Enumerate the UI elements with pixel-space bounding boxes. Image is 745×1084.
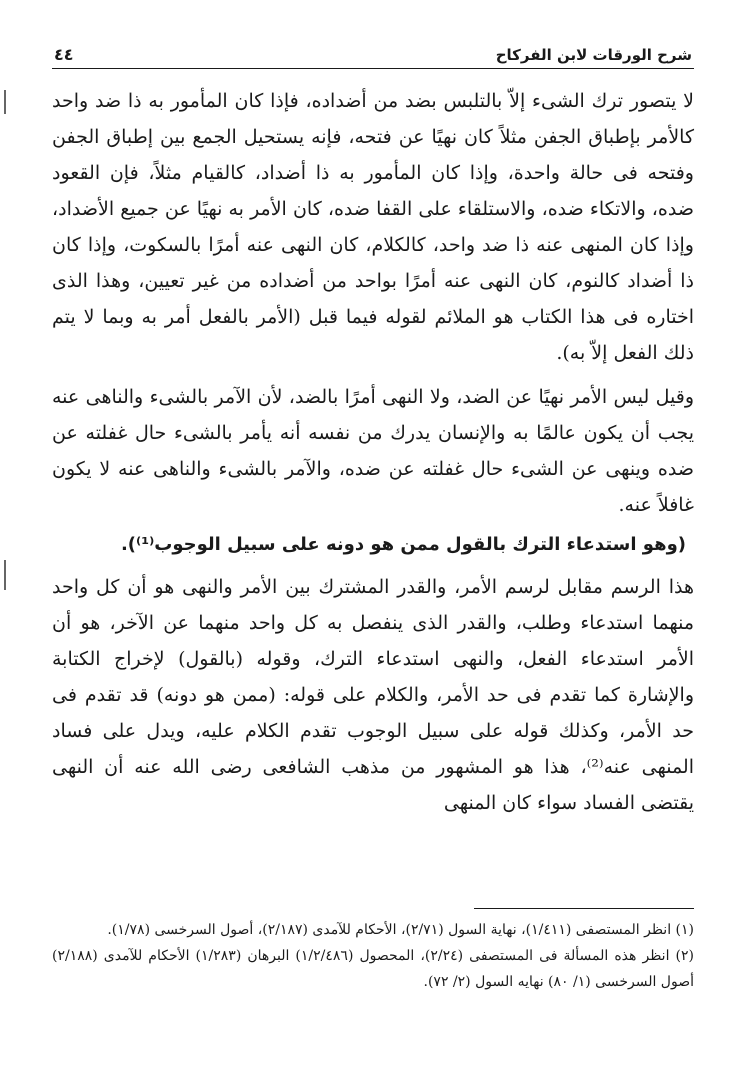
book-title: شرح الورقات لابن الفركاح xyxy=(495,46,692,64)
page-edge-mark xyxy=(4,560,6,590)
page-edge-mark xyxy=(4,90,6,114)
page-number: ٤٤ xyxy=(54,45,74,64)
footnote: (١) انظر المستصفى (١/٤١١)، نهاية السول (٢/٧١)، الأحكام للآمدى (٢/١٨٧)، أصول السرخسى (١/٧٨). xyxy=(107,922,694,938)
page-body xyxy=(52,83,694,821)
footnotes xyxy=(52,908,694,995)
paragraph: هذا الرسم مقابل لرسم الأمر، والقدر المشترك بين الأمر والنهى هو أن كل واحد منهما استدعاء وطلب، والقدر الذى ينفصل به كل واحد منهما عن الآخر، هو أن الأمر استدعاء الفعل، والنهى استدعاء الترك، وقوله (بالقول) لإخراج الكتابة والإشارة كما تقدم فى حد الأمر، والكلام على قوله: (ممن هو دونه) قد تقدم فى حد الأمر، وكذلك قوله على سبيل الوجوب تقدم الكلام عليه، ويدل على فساد المنهى عنه⁽²⁾، هذا هو المشهور من مذهب الشافعى رضى الله عنه أن النهى يقتضى الفساد سواء كان المنهى xyxy=(52,576,694,814)
footnote-divider xyxy=(474,908,694,909)
footnote: (٢) انظر هذه المسألة فى المستصفى (٢/٢٤)، المحصول (١/٢/٤٨٦) البرهان (١/٢٨٣) الأحكام للآمدى (٢/١٨٨) أصول السرخسى (١/ ٨٠) نهايه السول (٢/ ٧٢). xyxy=(52,948,694,990)
book-page xyxy=(52,38,694,1068)
section-heading: (وهو استدعاء الترك بالقول ممن هو دونه على سبيل الوجوب⁽¹⁾). xyxy=(120,534,686,555)
paragraph: وقيل ليس الأمر نهيًا عن الضد، ولا النهى أمرًا بالضد، لأن الآمر بالشىء والناهى عنه يجب أن يكون عالمًا به والإنسان يدرك من نفسه أنه يأمر بالشىء حال غفلته عن ضده وينهى عن الشىء حال غفلته عن ضده، والآمر بالشىء والناهى عنه لا يكون غافلاً عنه. xyxy=(52,386,694,516)
paragraph: لا يتصور ترك الشىء إلاّ بالتلبس بضد من أضداده، فإذا كان المأمور به ذا ضد واحد كالأمر بإطباق الجفن مثلاً كان نهيًا عن فتحه، فإنه يستحيل الجمع بين إطباق الجفن وفتحه فى حالة واحدة، وإذا كان المأمور به ذا أضداد، كالقيام مثلاً، فإن القعود ضده، والاتكاء ضده، والاستلقاء على القفا ضده، كان الأمر به نهيًا عن جميع الأضداد، وإذا كان المنهى عنه ذا ضد واحد، كالكلام، كان النهى عنه أمرًا بالسكوت، وإذا كان ذا أضداد كالنوم، كان النهى عنه أمرًا بواحد من أضداده من غير تعيين، وهذا الذى اختاره فى هذا الكتاب هو الملائم لقوله فيما قبل (الأمر بالفعل أمر به وبما لا يتم ذلك الفعل إلاّ به). xyxy=(52,90,694,364)
running-header xyxy=(52,38,694,69)
